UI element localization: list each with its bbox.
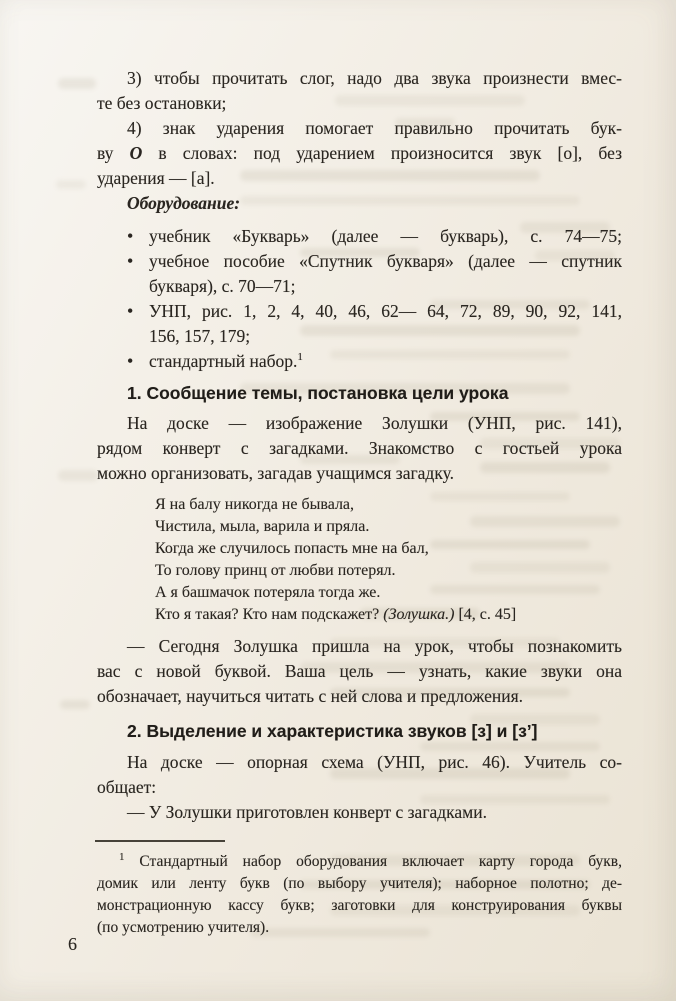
section-1-heading: 1. Сообщение темы, постановка цели урока: [127, 383, 509, 403]
text-line: вас с новой буквой. Ваша цель — узнать, какие звуки она: [97, 661, 622, 681]
poem-line: [155, 604, 622, 626]
text-line: 4) знак ударения помогает правильно прочитать бук-: [127, 118, 622, 138]
text-line: общает:: [97, 777, 157, 797]
text-line: можно организовать, загадав учащимся загадку.: [97, 463, 454, 483]
text-line: [97, 141, 622, 166]
list-item: [97, 224, 622, 249]
text-line: — Сегодня Золушка пришла на урок, чтобы познакомить: [127, 636, 622, 656]
list-item: [97, 349, 622, 374]
poem-line: То голову принц от любви потерял.: [155, 562, 396, 579]
poem-line: Когда же случилось попасть мне на бал,: [155, 540, 429, 557]
footnote-line: (по усмотрению учителя).: [97, 919, 270, 936]
bleedthrough-artifact: [60, 700, 90, 709]
poem-line: Чистила, мыла, варила и пряла.: [155, 518, 370, 535]
equipment-list: [97, 224, 622, 374]
footnote-reference-mark: 1: [119, 850, 125, 863]
footnote-line: монстрационную кассу букв; заготовки для конструирования буквы: [97, 897, 622, 914]
text-line: УНП, рис. 1, 2, 4, 40, 46, 62— 64, 72, 89, 90, 92, 141,: [149, 301, 622, 321]
text-run: Стандартный набор оборудования включает карту города букв,: [139, 853, 623, 870]
text-run: Кто я такая? Кто нам подскажет?: [155, 606, 384, 623]
bleedthrough-artifact: [58, 470, 98, 481]
bullet-icon: •: [127, 351, 134, 371]
list-item: [97, 299, 622, 349]
text-line: те без остановки;: [97, 93, 227, 113]
text-run: в словах: под ударением произносится звук [о], без: [142, 143, 622, 163]
paragraph-numbered-item-4: [97, 116, 622, 191]
equipment-heading: Оборудование:: [127, 193, 241, 213]
poem-line: А я башмачок потеряла тогда же.: [155, 584, 381, 601]
bleedthrough-artifact: [56, 180, 86, 189]
emphasized-letter-o: О: [129, 143, 143, 163]
text-run: стандартный набор.: [149, 351, 298, 371]
text-line: рядом конверт с загадками. Знакомство с гостьей урока: [97, 438, 622, 458]
riddle-answer: (Золушка.): [383, 606, 455, 623]
page-text: [97, 66, 622, 939]
text-line: — У Золушки приготовлен конверт с загадками.: [127, 802, 487, 822]
text-line: учебник «Букварь» (далее — букварь), с. 74—75;: [149, 226, 622, 246]
text-line: букваря), с. 70—71;: [149, 276, 296, 296]
bullet-icon: •: [127, 251, 134, 271]
section-2-heading: 2. Выделение и характеристика звуков [з] и [з’]: [127, 721, 538, 741]
paragraph-board-description-1: [97, 411, 622, 486]
citation-reference: [4, с. 45]: [454, 606, 517, 623]
text-line: На доске — опорная схема (УНП, рис. 46). Учитель со-: [127, 752, 622, 772]
text-run: ву: [97, 143, 130, 163]
paragraph-board-description-2: [97, 750, 622, 800]
riddle-poem: [155, 494, 622, 626]
paragraph-teacher-speech-1: [97, 634, 622, 709]
text-line: [149, 349, 622, 374]
paragraph-numbered-item-3: [97, 66, 622, 116]
text-line: обозначает, научиться читать с ней слова и предложения.: [97, 686, 524, 706]
text-line: 156, 157, 179;: [149, 326, 251, 346]
poem-line: Я на балу никогда не бывала,: [155, 496, 355, 513]
bullet-icon: •: [127, 301, 134, 321]
text-line: учебное пособие «Спутник букваря» (далее — спутник: [149, 251, 622, 271]
footnote-line: домик или ленту букв (по выбору учителя); наборное полотно; де-: [97, 875, 622, 892]
footnote: [97, 840, 622, 939]
text-line: ударения — [а].: [97, 168, 215, 188]
footnote-reference-mark: 1: [297, 351, 303, 364]
page-number: 6: [68, 934, 77, 954]
bullet-icon: •: [127, 226, 134, 246]
text-line: 3) чтобы прочитать слог, надо два звука произнести вмес-: [127, 68, 622, 88]
footnote-rule: [95, 840, 225, 842]
paragraph-teacher-speech-2: [97, 800, 622, 825]
list-item: [97, 249, 622, 299]
text-line: На доске — изображение Золушки (УНП, рис. 141),: [127, 413, 622, 433]
bleedthrough-artifact: [58, 78, 96, 89]
footnote-line: [97, 851, 622, 873]
